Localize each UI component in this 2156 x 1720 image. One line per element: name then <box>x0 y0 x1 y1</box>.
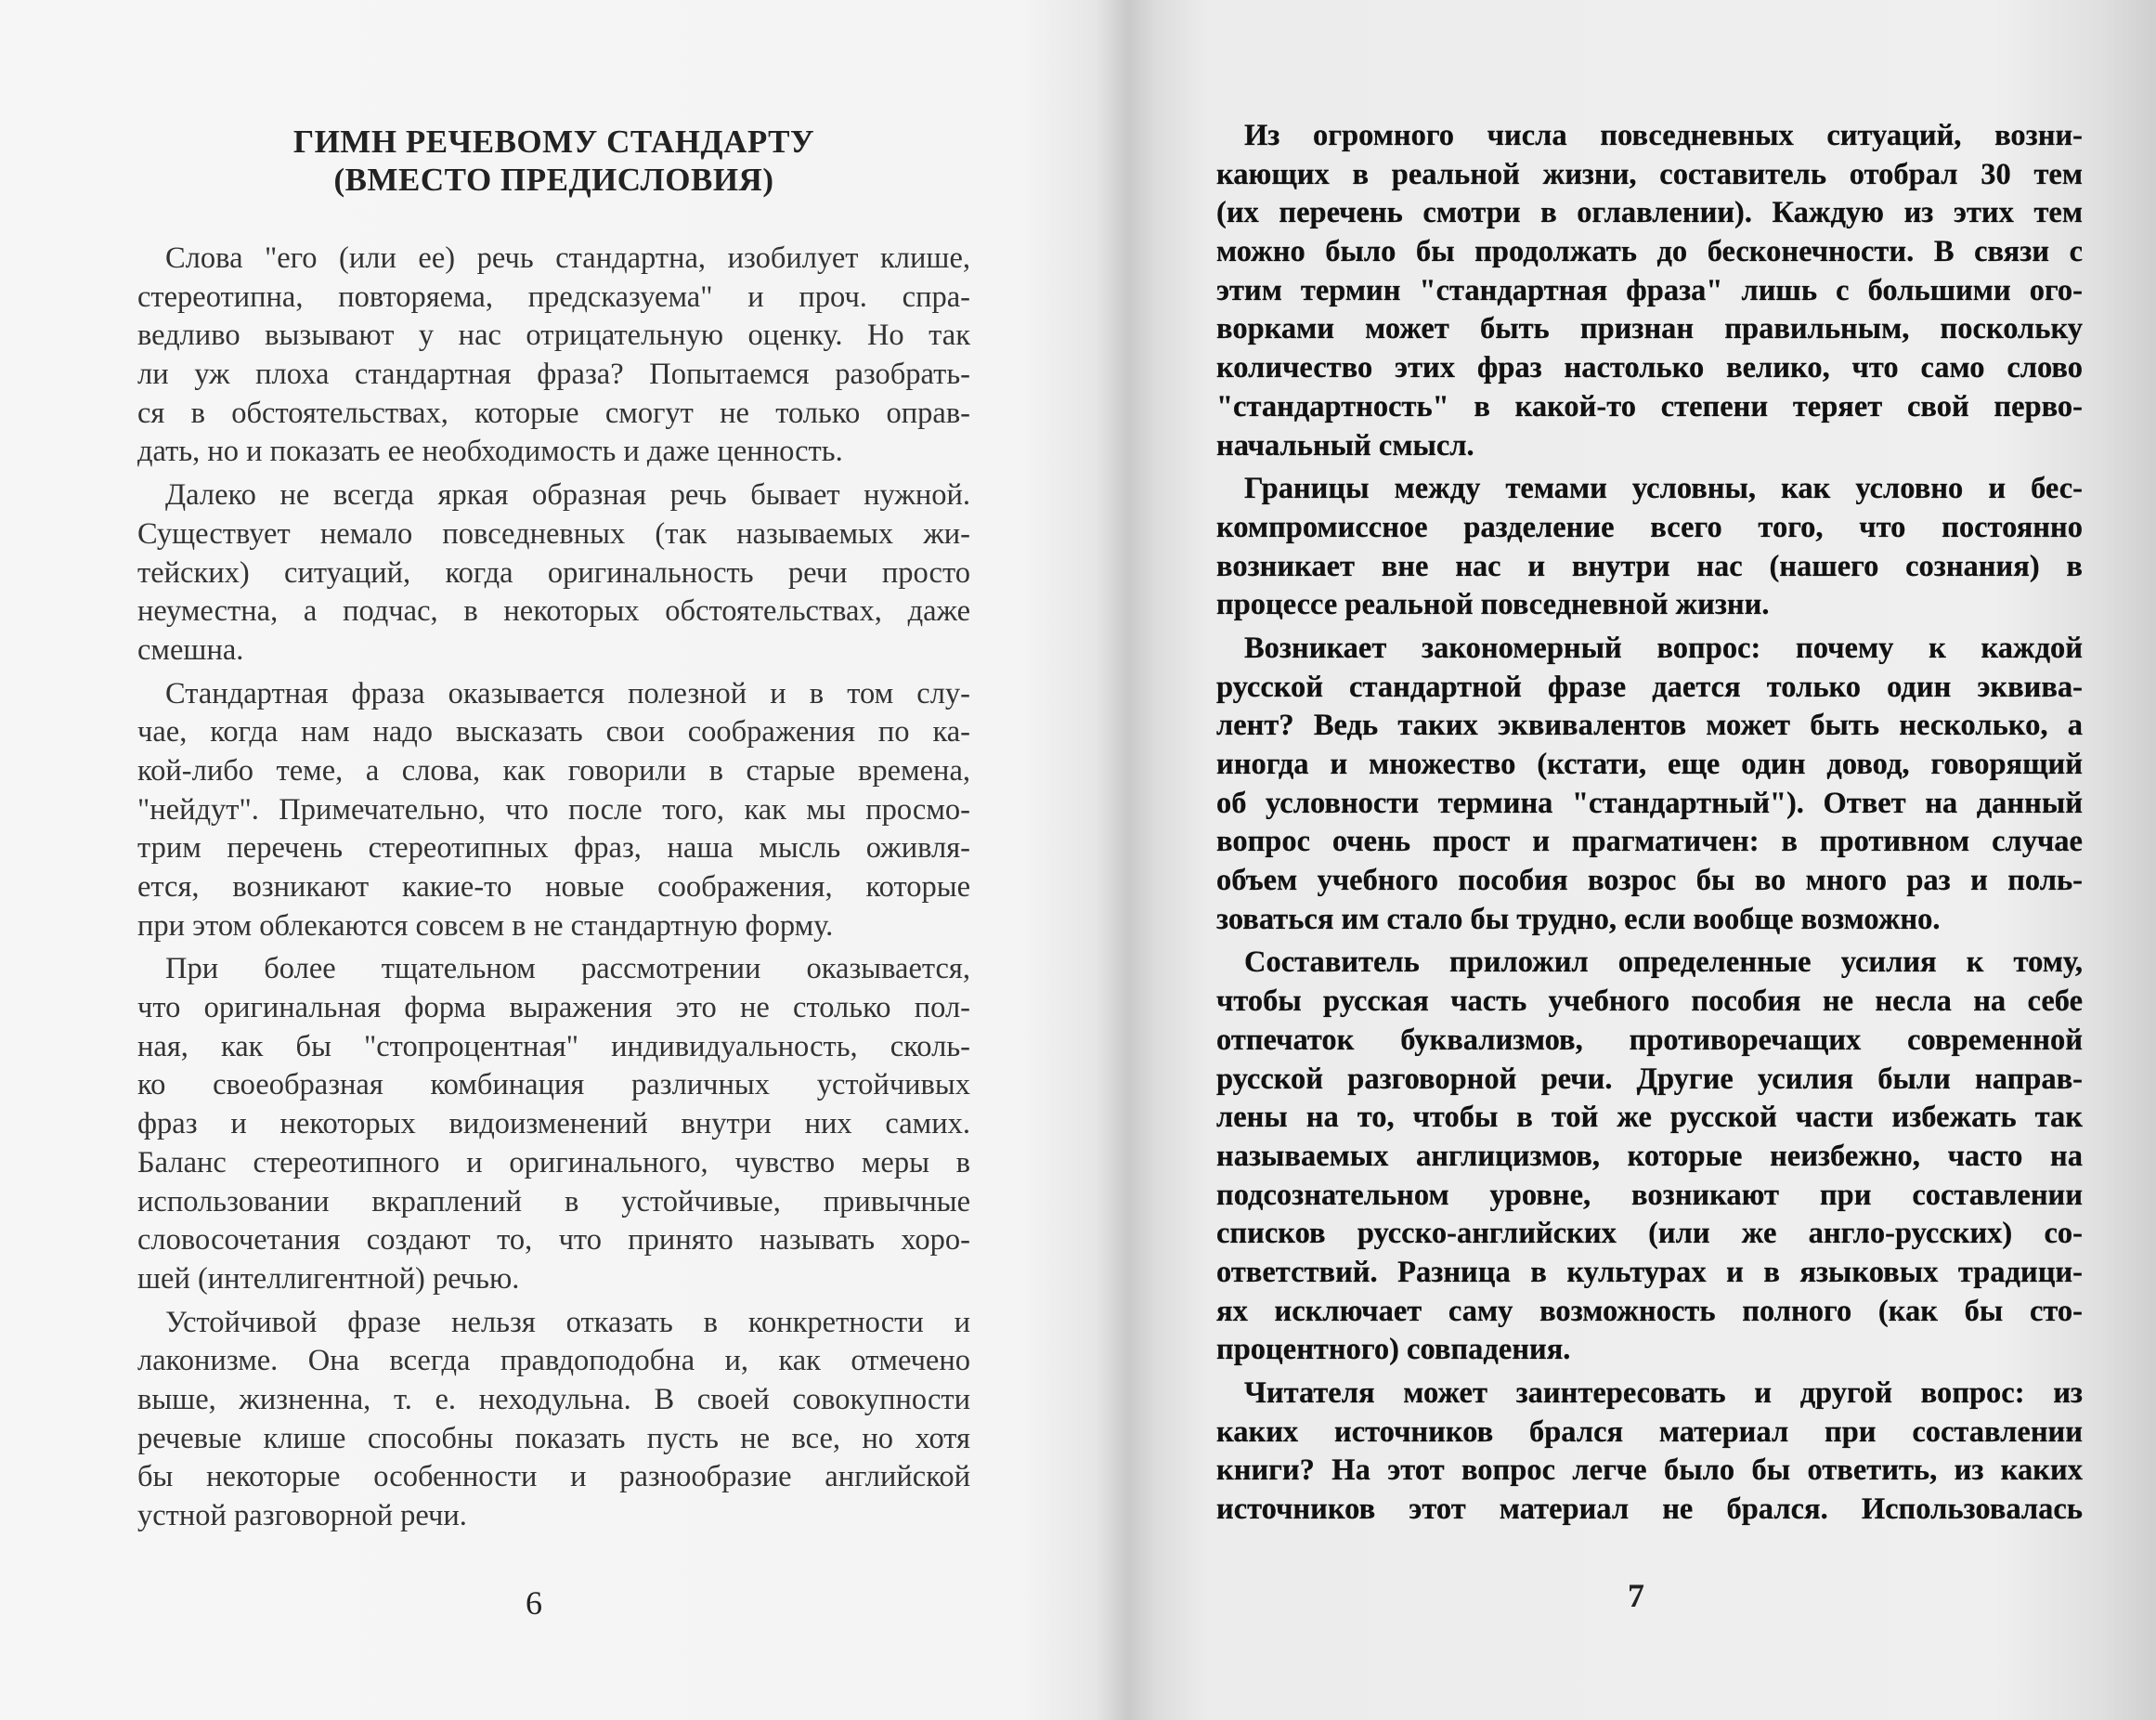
text-line: компромиссное разделение всего того, что постоянно <box>1216 510 2083 544</box>
text-line: Из огромного числа повседневных ситуаций, возни- <box>1244 119 2083 152</box>
text-line: русской разговорной речи. Другие усилия были направ- <box>1216 1062 2083 1096</box>
text-line: объем учебного пособия возрос бы во много раз и поль- <box>1216 864 2083 898</box>
paragraph <box>1216 630 2083 940</box>
text-line: При более тщательном рассмотрении оказывается, <box>165 952 970 986</box>
text-line: чтобы русская часть учебного пособия не несла на себе <box>1216 984 2083 1019</box>
text-line: количество этих фраз настолько велико, что само слово <box>1216 351 2083 385</box>
paragraph <box>137 675 970 946</box>
text-line: возникает вне нас и внутри нас (нашего сознания) в <box>1216 549 2083 583</box>
text-line: при этом облекаются совсем в не стандартную форму. <box>137 908 834 943</box>
text-line: Устойчивой фразе нельзя отказать в конкретности и <box>165 1305 970 1339</box>
text-line: можно было бы продолжать до бесконечности. В связи с <box>1216 235 2083 269</box>
text-line: тейских) ситуаций, когда оригинальность речи просто <box>137 555 970 590</box>
text-line: что оригинальная форма выражения это не столько пол- <box>137 991 970 1025</box>
paragraph <box>137 476 970 670</box>
text-line: неуместна, а подчас, в некоторых обстоятельствах, даже <box>137 594 970 629</box>
text-line: смешна. <box>137 632 244 667</box>
text-line: устной разговорной речи. <box>137 1499 467 1532</box>
text-line: ко своеобразная комбинация различных устойчивых <box>137 1068 970 1102</box>
text-line: ведливо вызывают у нас отрицательную оценку. Но так <box>137 319 970 353</box>
paragraph <box>137 1304 970 1536</box>
text-line: Стандартная фраза оказывается полезной и в том слу- <box>165 676 970 710</box>
text-line: кой-либо теме, а слова, как говорили в старые времена, <box>137 753 970 788</box>
paragraph <box>1216 944 2083 1370</box>
text-line: "стандартность" в какой-то степени теряет свой перво- <box>1216 389 2083 423</box>
text-line: речевые клише способны показать пусть не все, но хотя <box>137 1421 970 1455</box>
text-line: ворками может быть признан правильным, поскольку <box>1216 312 2083 346</box>
paragraph <box>1216 470 2083 625</box>
text-line: зоваться им стало бы трудно, если вообще возможно. <box>1216 902 1941 936</box>
text-line: "нейдут". Примечательно, что после того, как мы просмо- <box>137 792 970 827</box>
text-line: словосочетания создают то, что принято называть хоро- <box>137 1223 970 1257</box>
text-line: Далеко не всегда яркая образная речь бывает нужной. <box>165 478 970 513</box>
text-line: русской стандартной фразе дается только один эквива- <box>1216 670 2083 704</box>
chapter-title-line: ГИМН РЕЧЕВОМУ СТАНДАРТУ <box>292 124 815 160</box>
page-number-left: 6 <box>526 1584 542 1622</box>
text-line: книги? На этот вопрос легче было бы ответить, из каких <box>1216 1453 2083 1488</box>
text-line: Возникает закономерный вопрос: почему к каждой <box>1244 631 2083 665</box>
text-line: процессе реальной повседневной жизни. <box>1216 588 1770 622</box>
text-line: бы некоторые особенности и разнообразие английской <box>137 1460 970 1494</box>
text-line: вопрос очень прост и прагматичен: в противном случае <box>1216 825 2083 859</box>
text-line: (их перечень смотри в оглавлении). Каждую из этих тем <box>1216 196 2083 230</box>
text-line: ли уж плоха стандартная фраза? Попытаемся разобрать- <box>137 358 970 392</box>
text-line: называемых англицизмов, которые неизбежно, часто на <box>1216 1139 2083 1173</box>
text-line: трим перечень стереотипных фраз, наша мысль оживля- <box>137 831 970 866</box>
text-line: выше, жизненна, т. е. неходульна. В своей совокупности <box>137 1382 970 1416</box>
text-line: отпечаток буквализмов, противоречащих современной <box>1216 1023 2083 1057</box>
text-line: ях исключает саму возможность полного (как бы сто- <box>1216 1294 2083 1328</box>
text-line: каких источников брался материал при составлении <box>1216 1414 2083 1449</box>
text-line: лент? Ведь таких эквивалентов может быть несколько, а <box>1216 709 2083 743</box>
text-line: ная, как бы "стопроцентная" индивидуальность, сколь- <box>137 1029 970 1063</box>
paragraph <box>1216 1375 2083 1530</box>
right-page-body <box>1216 117 2083 1534</box>
text-line: использовании вкраплений в устойчивые, привычные <box>137 1184 970 1218</box>
text-line: Составитель приложил определенные усилия к тому, <box>1244 945 2083 980</box>
paragraph <box>137 950 970 1298</box>
text-line: иногда и множество (кстати, еще один довод, говорящий <box>1216 748 2083 781</box>
text-line: источников этот материал не брался. Использовалась <box>1216 1492 2083 1527</box>
paragraph <box>137 240 970 472</box>
text-line: лаконизме. Она всегда правдоподобна и, как отмечено <box>137 1344 970 1378</box>
text-line: процентного) совпадения. <box>1216 1333 1571 1367</box>
text-line: Баланс стереотипного и оригинального, чувство меры в <box>137 1145 970 1179</box>
text-line: дать, но и показать ее необходимость и даже ценность. <box>137 435 843 469</box>
text-line: списков русско-английских (или же англо-русских) со- <box>1216 1217 2083 1251</box>
text-line: стереотипна, повторяема, предсказуема" и проч. спра- <box>137 280 970 314</box>
text-line: Слова "его (или ее) речь стандартна, изобилует клише, <box>165 241 970 275</box>
paragraph <box>1216 117 2083 465</box>
text-line: чае, когда нам надо высказать свои соображения по ка- <box>137 715 970 749</box>
text-line: ответствий. Разница в культурах и в языковых традици- <box>1216 1255 2083 1289</box>
text-line: фраз и некоторых видоизменений внутри них самих. <box>137 1107 970 1141</box>
text-line: ся в обстоятельствах, которые смогут не только оправ- <box>137 396 970 430</box>
text-line: шей (интеллигентной) речью. <box>137 1261 520 1296</box>
text-line: Границы между темами условны, как условно и бес- <box>1244 472 2083 506</box>
text-line: об условности термина "стандартный"). Ответ на данный <box>1216 786 2083 820</box>
text-line: этим термин "стандартная фраза" лишь с большими ого- <box>1216 273 2083 307</box>
left-page-body <box>137 240 970 1541</box>
text-line: ется, возникают какие-то новые соображения, которые <box>137 870 970 904</box>
text-line: Читателя может заинтересовать и другой вопрос: из <box>1244 1376 2083 1410</box>
page-number-right: 7 <box>1628 1577 1644 1614</box>
text-line: кающих в реальной жизни, составитель отобрал 30 тем <box>1216 157 2083 191</box>
chapter-title-subtitle: (ВМЕСТО ПРЕДИСЛОВИЯ) <box>333 162 774 198</box>
text-line: Существует немало повседневных (так называемых жи- <box>137 516 970 551</box>
text-line: начальный смысл. <box>1216 428 1474 463</box>
chapter-title <box>137 123 970 199</box>
text-line: подсознательном уровне, возникают при составлении <box>1216 1178 2083 1212</box>
text-line: лены на то, чтобы в той же русской части избежать так <box>1216 1101 2083 1135</box>
